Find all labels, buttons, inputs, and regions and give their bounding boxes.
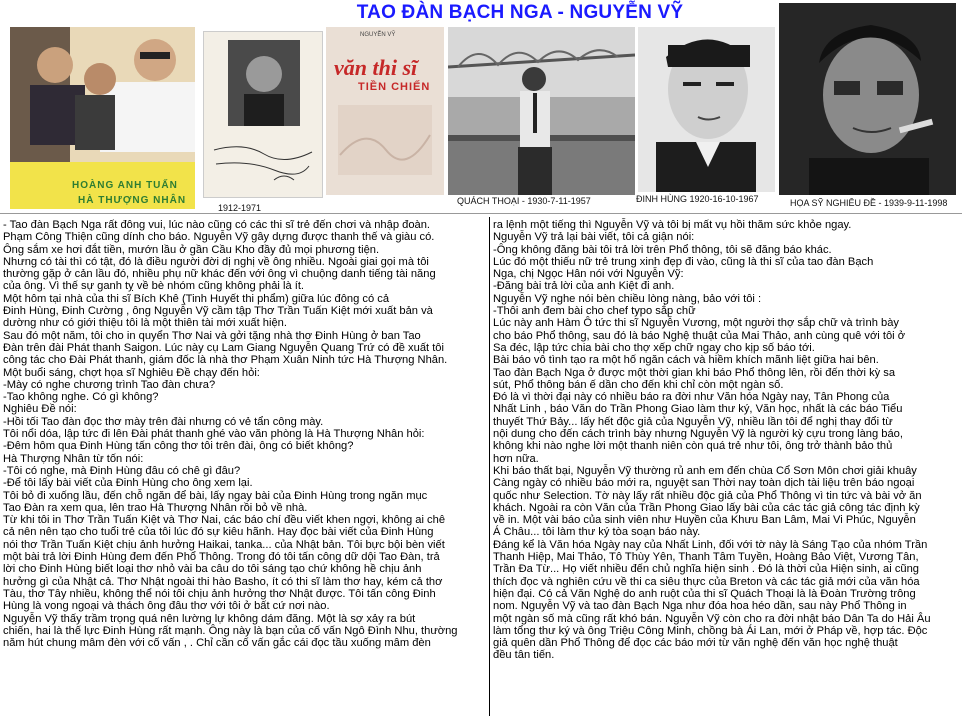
text-line: -Hồi tối Tao đàn đọc thơ mày trên đài nhưng có vẻ tẩn công mày. bbox=[3, 415, 324, 428]
text-line: lời cho Đinh Hùng biết loại thơ nhỏ vài ba câu do tôi sáng tạo chứ không hề chịu ảnh bbox=[3, 563, 422, 576]
header-divider bbox=[0, 213, 962, 214]
text-line: Hùng là vong ngoại và thách ông đâu thơ với tôi ở bất cứ nơi nào. bbox=[3, 600, 330, 613]
text-line: Sau đó một năm, tôi cho in quyển Thơ Nai và gởi tặng nhà thơ Đinh Hùng ở ban Tao bbox=[3, 329, 421, 342]
book2-title-2: TIỀN CHIẾN bbox=[358, 81, 431, 93]
text-line: cho báo Phổ thông, sau đó là báo Nghệ thuật của Mai Thảo, anh cùng quê với tôi ở bbox=[493, 329, 906, 342]
right-column bbox=[493, 219, 960, 662]
text-line: Khi báo thất bại, Nguyễn Vỹ thường rủ anh em đến chùa Cổ Sơn Môn chơi giải khuây bbox=[493, 464, 917, 477]
text-line: Lúc đó một thiếu nữ trẻ trung xinh đẹp đi vào, cũng là thi sĩ của tao đàn Bạch bbox=[493, 255, 874, 268]
text-line: -Mày có nghe chương trình Tao đàn chưa? bbox=[3, 378, 216, 391]
text-line: hơn nữa. bbox=[493, 452, 539, 465]
text-line: Ông sắm xe hơi đắt tiền, mướn lầu ở gần Cầu Kho đầy đủ mọi phương tiện. bbox=[3, 243, 380, 256]
text-line: Tao Đàn ra xem qua, lên trao Hà Thượng Nhân rồi bỏ về nhà. bbox=[3, 501, 308, 514]
text-line: quốc như Selection. Tờ này lấy rất nhiều độc giả của Phổ Thông vì tin tức và bài vở ăn bbox=[493, 489, 922, 502]
text-line: về in. Một vài báo của sinh viên như Huyền của Khưu Ban Lâm, Mai Vi Phúc, Nguyễn bbox=[493, 514, 916, 527]
text-line: dường như có giới thiệu tôi là một thiên tài mới xuất hiện. bbox=[3, 317, 287, 330]
text-line: Nhất Linh , báo Văn do Trần Phong Giao làm thư ký, Văn học, nhất là các báo Tiểu bbox=[493, 403, 903, 416]
book-cover-photo bbox=[10, 27, 195, 209]
page-title: TAO ĐÀN BẠCH NGA - NGUYỄN VỸ bbox=[356, 2, 684, 23]
text-line: Thanh Hiệp, Mai Thảo, Tô Thùy Yên, Thanh Tâm Tuyền, Hoàng Bảo Việt, Vương Tân, bbox=[493, 551, 919, 564]
text-line: Một buổi sáng, chợt họa sĩ Nghiêu Đề chạy đến hỏi: bbox=[3, 366, 260, 379]
text-line: Nguyễn Vỹ trả lại bài viết, tôi cả giận nói: bbox=[493, 231, 695, 244]
text-line: Bài báo vô tình tạo ra một hố ngăn cách và hiềm khích mãnh liệt giữa hai bên. bbox=[493, 354, 879, 367]
text-line: năm hút chung mâm đèn với cố vấn , . Chỉ cần cố vấn gắc cái đọc tầu xuống mâm đèn bbox=[3, 637, 431, 650]
text-line: -Ông không đăng bài tôi trả lời trên Phổ thông, tôi sẽ đăng báo khác. bbox=[493, 243, 832, 256]
text-line: một bài trả lời Đinh Hùng đem đến Phổ Thông. Trong đó tôi tấn công dữ dội Tao Đàn, trả bbox=[3, 551, 440, 564]
book-cover-author-1: HOÀNG ANH TUẤN bbox=[72, 180, 178, 191]
text-line: -Để tôi lấy bài viết của Đinh Hùng cho ông xem lại. bbox=[3, 477, 253, 490]
book2-title-1: văn thi sĩ bbox=[334, 55, 418, 80]
text-line: công tác cho Đài Phát thanh, giám đốc là nhà thơ Phạm Xuân Ninh tức Hà Thượng Nhân. bbox=[3, 354, 448, 367]
text-line: nói thơ Trần Tuấn Kiệt chịu ảnh hưởng Haikai, tanka... của Nhật bản. Tôi bực bội bèn viết bbox=[3, 538, 445, 551]
text-line: Nhưng có tài thì có tật, đó là điều người đời dị nghị về ông nhiều. Ngoài giai gọi mà tôi bbox=[3, 255, 429, 268]
nghieu-de-portrait-image bbox=[779, 3, 956, 195]
text-line: - Tao đàn Bạch Nga rất đông vui, lúc nào cũng có các thi sĩ trẻ đến chơi và nhập đoàn. bbox=[3, 219, 430, 231]
text-line: giả quên dần Phổ Thông để đọc các báo mới từ văn nghệ đến văn học nghệ thuật bbox=[493, 637, 898, 650]
text-line: sút, Phổ thông bán ế dần cho đến khi chỉ còn một ngàn số. bbox=[493, 378, 784, 391]
text-line: Tao đàn Bạch Nga ở được một thời gian khi báo Phổ thông lên, rồi đến thời kỳ sa bbox=[493, 366, 896, 379]
book-portrait-page bbox=[203, 31, 323, 198]
text-line: Hà Thượng Nhân từ tốn nói: bbox=[3, 452, 144, 465]
text-line: đều tân tiến. bbox=[493, 649, 555, 662]
caption-portrait1: 1912-1971 bbox=[218, 203, 262, 213]
text-line: thường gặp ở cản lầu đó, nhiều phụ nữ khác đến với ông vì chuộng danh tiếng tài năng bbox=[3, 268, 436, 281]
left-column bbox=[3, 219, 487, 649]
text-line: Càng ngày có nhiều báo mới ra, nguyệt san Thời nay toàn dịch tài liệu trên báo ngoại bbox=[493, 477, 915, 490]
text-line: Từ khi tôi in Thơ Trần Tuấn Kiệt và Thơ Nai, các báo chí đều viết khen ngợi, không ai chê bbox=[3, 514, 446, 527]
text-line: cả nên nên tạo cho tuổi trẻ của tôi lúc đó sự kiêu hãnh. Hay đọc bài viết của Đinh Hùng bbox=[3, 526, 434, 539]
text-line: Đàn trên đài Phát thanh Saigon. Lúc này cụ Lam Giang Nguyễn Quang Trứ có đề xuất tôi bbox=[3, 341, 444, 354]
text-line: khách. Ngoài ra còn Văn của Trần Phong Giao lấy bài của các tác giả công tác định kỳ bbox=[493, 501, 920, 514]
caption-nghieu-de: HỌA SỸ NGHIÊU ĐỀ - 1939-9-11-1998 bbox=[790, 198, 948, 208]
text-line: nội dung cho đến cách trình bày nhưng Nguyễn Vỹ là người kỳ cựu trong làng báo, bbox=[493, 428, 903, 441]
text-line: -Đêm hôm qua Đinh Hùng tấn công thơ tôi trên đài, ông có biết không? bbox=[3, 440, 354, 453]
text-line: thích đọc và nghiên cứu về thi ca siêu thực của Breton và các tác giả mới của văn hóa bbox=[493, 575, 920, 588]
text-line: làm tổng thư ký và ông Triệu Công Minh, chồng bà Ái Lan, mới ở Pháp về, hợp tác. Độc bbox=[493, 624, 928, 637]
text-line: Lúc này anh Hàm Ô tức thi sĩ Nguyễn Vương, một người thợ sắp chữ và trình bày bbox=[493, 317, 899, 330]
quach-thoai-photo bbox=[448, 27, 635, 195]
text-line: Nguyễn Vỹ nghe nói bèn chiều lòng nàng, bảo với tôi : bbox=[493, 292, 762, 305]
text-line: Một hôm tại nhà của thi sĩ Bích Khê (Tinh Huyết thi phẩm) giữa lúc đông có cả bbox=[3, 292, 390, 305]
text-line: Đinh Hùng, Đinh Cường , ông Nguyễn Vỹ cầm tập Thơ Trần Tuấn Kiệt mới xuất bản và bbox=[3, 305, 433, 318]
text-line: Nghiêu Đề nói: bbox=[3, 403, 77, 416]
caption-dinh-hung: ĐINH HÙNG 1920-16-10-1967 bbox=[636, 194, 759, 204]
text-line: -Tao không nghe. Có gì không? bbox=[3, 391, 159, 404]
dinh-hung-photo bbox=[638, 27, 775, 192]
text-line: không khi nào nghe lời một thanh niên còn quá trẻ như tôi, ông trở thành bảo thủ bbox=[493, 440, 893, 453]
text-line: hiện đại. Có cả Văn Nghệ do anh ruột của thi sĩ Quách Thoại là là Đoàn Trường trông bbox=[493, 587, 916, 600]
text-line: nom. Nguyễn Vỹ và tao đàn Bạch Nga như đóa hoa héo dần, sau này Phổ Thông in bbox=[493, 600, 907, 613]
text-line: ra lệnh một tiếng thì Nguyễn Vỹ và tôi bị mất vụ hồi thăm sức khỏe ngay. bbox=[493, 219, 852, 231]
portrait-image bbox=[204, 32, 322, 197]
text-line: Nguyễn Vỹ thấy trầm trọng quá nên lường lự không dám đăng. Một là sợ xảy ra bút bbox=[3, 612, 416, 625]
book2-author: NGUYỄN VỸ bbox=[360, 32, 396, 38]
text-line: hưởng gì của Nhật cả. Thơ Nhật ngoài thi hào Basho, ít có thi sĩ làm thơ hay, kém cả thơ bbox=[3, 575, 443, 588]
text-line: Tôi bỏ đi xuống lầu, đến chỗ ngăn để bài, lấy ngay bài của Đinh Hùng trong ngăn mục bbox=[3, 489, 428, 502]
text-line: Đáng kể là Văn hóa Ngày nay của Nhất Linh, đối với tờ này là Sáng Tạo của nhóm Trần bbox=[493, 538, 928, 551]
text-line: thuyết Thứ Bảy... lấy hết độc giả của Nguyễn Vỹ, nhiều lần tôi để nghị thay đổi từ bbox=[493, 415, 893, 428]
text-line: Sa đéc, lập tức chia bài cho thợ xếp chữ ngay cho kịp số báo tới. bbox=[493, 341, 815, 354]
text-line: -Thôi anh đem bài cho chef typo sắp chữ bbox=[493, 305, 696, 318]
text-line: Á Châu... tôi làm thư ký tòa soạn báo này. bbox=[493, 526, 701, 539]
text-line: Phạm Công Thiện cũng dính cho báo. Nguyễn Vỹ gây dựng được thanh thế và giàu có. bbox=[3, 231, 435, 244]
caption-quach-thoai: QUÁCH THOẠI - 1930-7-11-1957 bbox=[457, 196, 591, 206]
text-line: Tàu, thơ Tây nhiều, không thể nói tôi chịu ảnh hưởng thơ Nhật được. Tôi tấn công Đinh bbox=[3, 587, 436, 600]
dinh-hung-portrait-image bbox=[638, 27, 775, 192]
text-line: -Đăng bài trả lời của anh Kiệt đi anh. bbox=[493, 280, 675, 293]
book-cover-author-2: HÀ THƯỢNG NHÂN bbox=[78, 195, 187, 206]
text-line: chiến, hai là thế lực Đinh Hùng rất mạnh. Ông này là bạn của cố vấn Ngô Đình Nhu, thường bbox=[3, 624, 458, 637]
text-line: Tôi nổi dóa, lập tức đi lên Đài phát thanh ghé vào văn phòng là Hà Thượng Nhân hỏi: bbox=[3, 428, 425, 441]
text-line: của ông. Vì thế sự ganh tỵ về bè nhóm cũng không phải là ít. bbox=[3, 280, 305, 293]
book-cover-van-thi-si bbox=[326, 27, 444, 195]
column-divider bbox=[489, 217, 490, 716]
text-line: -Tôi có nghe, mà Đinh Hùng đâu có chê gì đâu? bbox=[3, 464, 241, 477]
book2-decoration bbox=[326, 95, 444, 195]
text-line: một ngàn số mà cũng rất khó bán. Nguyễn Vỹ còn cho ra đời nhật báo Dân Ta do Hải Âu bbox=[493, 612, 931, 625]
text-line: Nga, chị Ngọc Hân nói với Nguyễn Vỹ: bbox=[493, 268, 684, 281]
bridge-scene-image bbox=[448, 27, 635, 195]
nghieu-de-photo bbox=[779, 3, 956, 195]
text-line: Đó là vì thời đại này có nhiều báo ra đời như Văn hóa Ngày nay, Tân Phong của bbox=[493, 391, 890, 404]
text-line: Trần Đa Từ... Họ viết nhiều đến chủ nghĩa hiện sinh . Đó là thời của Hiện sinh, ai cũng bbox=[493, 563, 919, 576]
